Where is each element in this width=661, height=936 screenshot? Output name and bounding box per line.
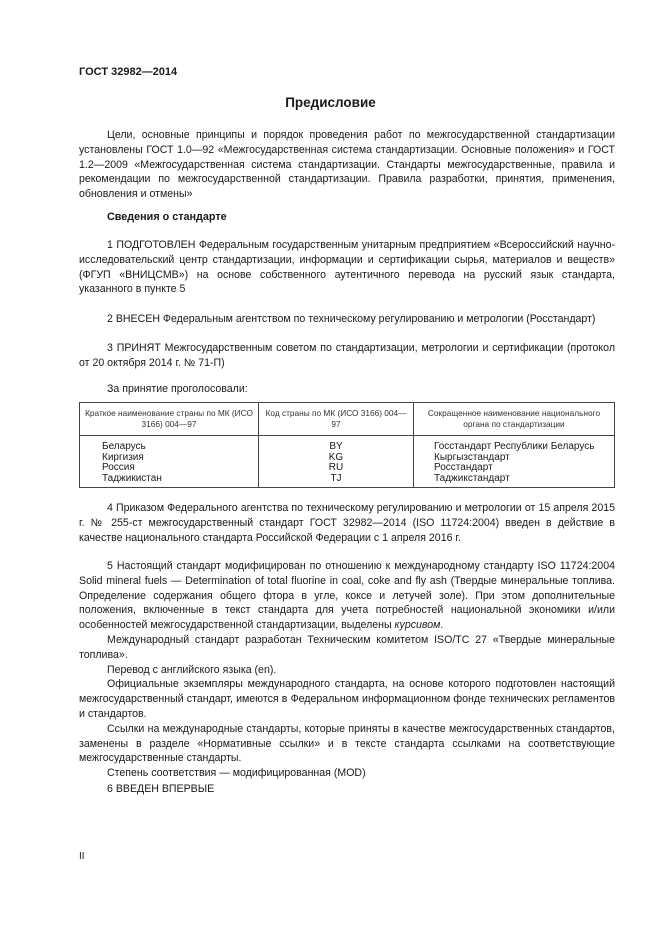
standards-body: Госстандарт Республики Беларусь bbox=[414, 436, 615, 453]
country-code: BY bbox=[259, 436, 414, 453]
intro-text: Цели, основные принципы и порядок проведения работ по межгосударственной стандартизации установлены ГОСТ 1.0—92 «Межгосударственная система стандартизации. Основные положения» и ГОСТ 1.2—2009 «Межгосударственная система стандартизации. Стандарты межгосударственные, правила и рекомендации по межгосударственной стандартизации. Правила разработки, принятия, применения, обновления и отмены» bbox=[79, 129, 615, 201]
table-row bbox=[80, 436, 615, 453]
item-3-text: 3 ПРИНЯТ Межгосударственным советом по стандартизации, метрологии и сертификации (протокол от 20 октября 2014 г. № 71-П) bbox=[79, 342, 615, 369]
country-code: TJ bbox=[259, 474, 414, 488]
document-code: ГОСТ 32982—2014 bbox=[79, 66, 178, 78]
table-header-code: Код страны по МК (ИСО 3166) 004—97 bbox=[259, 403, 414, 436]
item-4 bbox=[79, 501, 615, 545]
country-name: Таджикистан bbox=[80, 474, 259, 488]
item-2 bbox=[79, 312, 615, 327]
table-row bbox=[80, 453, 615, 464]
country-code: KG bbox=[259, 453, 414, 464]
item-5-paragraph-3: Перевод с английского языка (en). bbox=[107, 663, 277, 676]
voted-label: За принятие проголосовали: bbox=[107, 383, 248, 395]
standards-body: Кыргызстандарт bbox=[414, 453, 615, 464]
item-5-end: . bbox=[440, 619, 444, 632]
page-number: II bbox=[79, 851, 85, 862]
table-header-body: Сокращенное наименование национального органа по стандартизации bbox=[414, 403, 615, 436]
country-name: Россия bbox=[80, 463, 259, 474]
item-4-text: 4 Приказом Федерального агентства по техническому регулированию и метрологии от 15 апреля 2015 г. № 255-ст межгосударственный стандарт ГОСТ 32982—2014 (ISO 11724:2004) введен в действие в качестве национального стандарта Российской Федерации с 1 апреля 2016 г. bbox=[79, 502, 615, 544]
table-row bbox=[80, 474, 615, 488]
item-6: 6 ВВЕДЕН ВПЕРВЫЕ bbox=[107, 783, 215, 795]
item-1 bbox=[79, 238, 615, 297]
item-1-text: 1 ПОДГОТОВЛЕН Федеральным государственным унитарным предприятием «Всероссийский научно-исследовательский центр стандартизации, информации и сертификации сырья, материалов и веществ» (ФГУП «ВНИЦСМВ») на основе собственного аутентичного перевода на русский язык стандарта, указанного в пункте 5 bbox=[79, 239, 615, 296]
country-name: Беларусь bbox=[80, 436, 259, 453]
item-5-paragraph-5: Ссылки на международные стандарты, которые приняты в качестве межгосударственных стандартов, заменены в разделе «Нормативные ссылки» и в тексте стандарта ссылками на соответствующие межгосударственные стандарты. bbox=[79, 722, 615, 765]
country-name: Киргизия bbox=[80, 453, 259, 464]
item-5-paragraph-6: Степень соответствия — модифицированная (MOD) bbox=[107, 767, 366, 780]
item-3 bbox=[79, 341, 615, 371]
item-5-text: 5 Настоящий стандарт модифицирован по отношению к международному стандарту ISO 11724:2004 Solid mineral fuels — Determination of total fluorine in coal, coke and fly ash (Твердые минеральные топлива. Определение содержания общего фтора в угле, коксе и летучей золе). При этом дополнительные положения, включенные в текст стандарта для учета потребностей национальной экономики и/или особенностей межгосударственной стандартизации, выделены bbox=[79, 560, 615, 632]
table-header-row bbox=[80, 403, 615, 436]
standards-body: Росстандарт bbox=[414, 463, 615, 474]
table-header-country: Краткое наименование страны по МК (ИСО 3166) 004—97 bbox=[80, 403, 259, 436]
standards-body: Таджикстандарт bbox=[414, 474, 615, 488]
item-5-paragraph-1 bbox=[79, 559, 615, 633]
item-2-text: 2 ВНЕСЕН Федеральным агентством по техническому регулированию и метрологии (Росстандарт) bbox=[107, 313, 596, 325]
voting-table bbox=[79, 402, 615, 488]
italic-word: курсивом bbox=[394, 619, 441, 632]
country-code: RU bbox=[259, 463, 414, 474]
page-title: Предисловие bbox=[285, 95, 376, 110]
table-row bbox=[80, 463, 615, 474]
intro-paragraph bbox=[79, 128, 615, 202]
item-5-paragraph-4: Официальные экземпляры международного стандарта, на основе которого подготовлен настоящий межгосударственный стандарт, имеются в Федеральном информационном фонде технических регламентов и стандартов. bbox=[79, 678, 615, 720]
item-5-paragraph-2: Международный стандарт разработан Техническим комитетом ISO/TC 27 «Твердые минеральные топлива». bbox=[79, 633, 615, 661]
item-5 bbox=[79, 559, 615, 781]
info-heading: Сведения о стандарте bbox=[107, 211, 227, 223]
